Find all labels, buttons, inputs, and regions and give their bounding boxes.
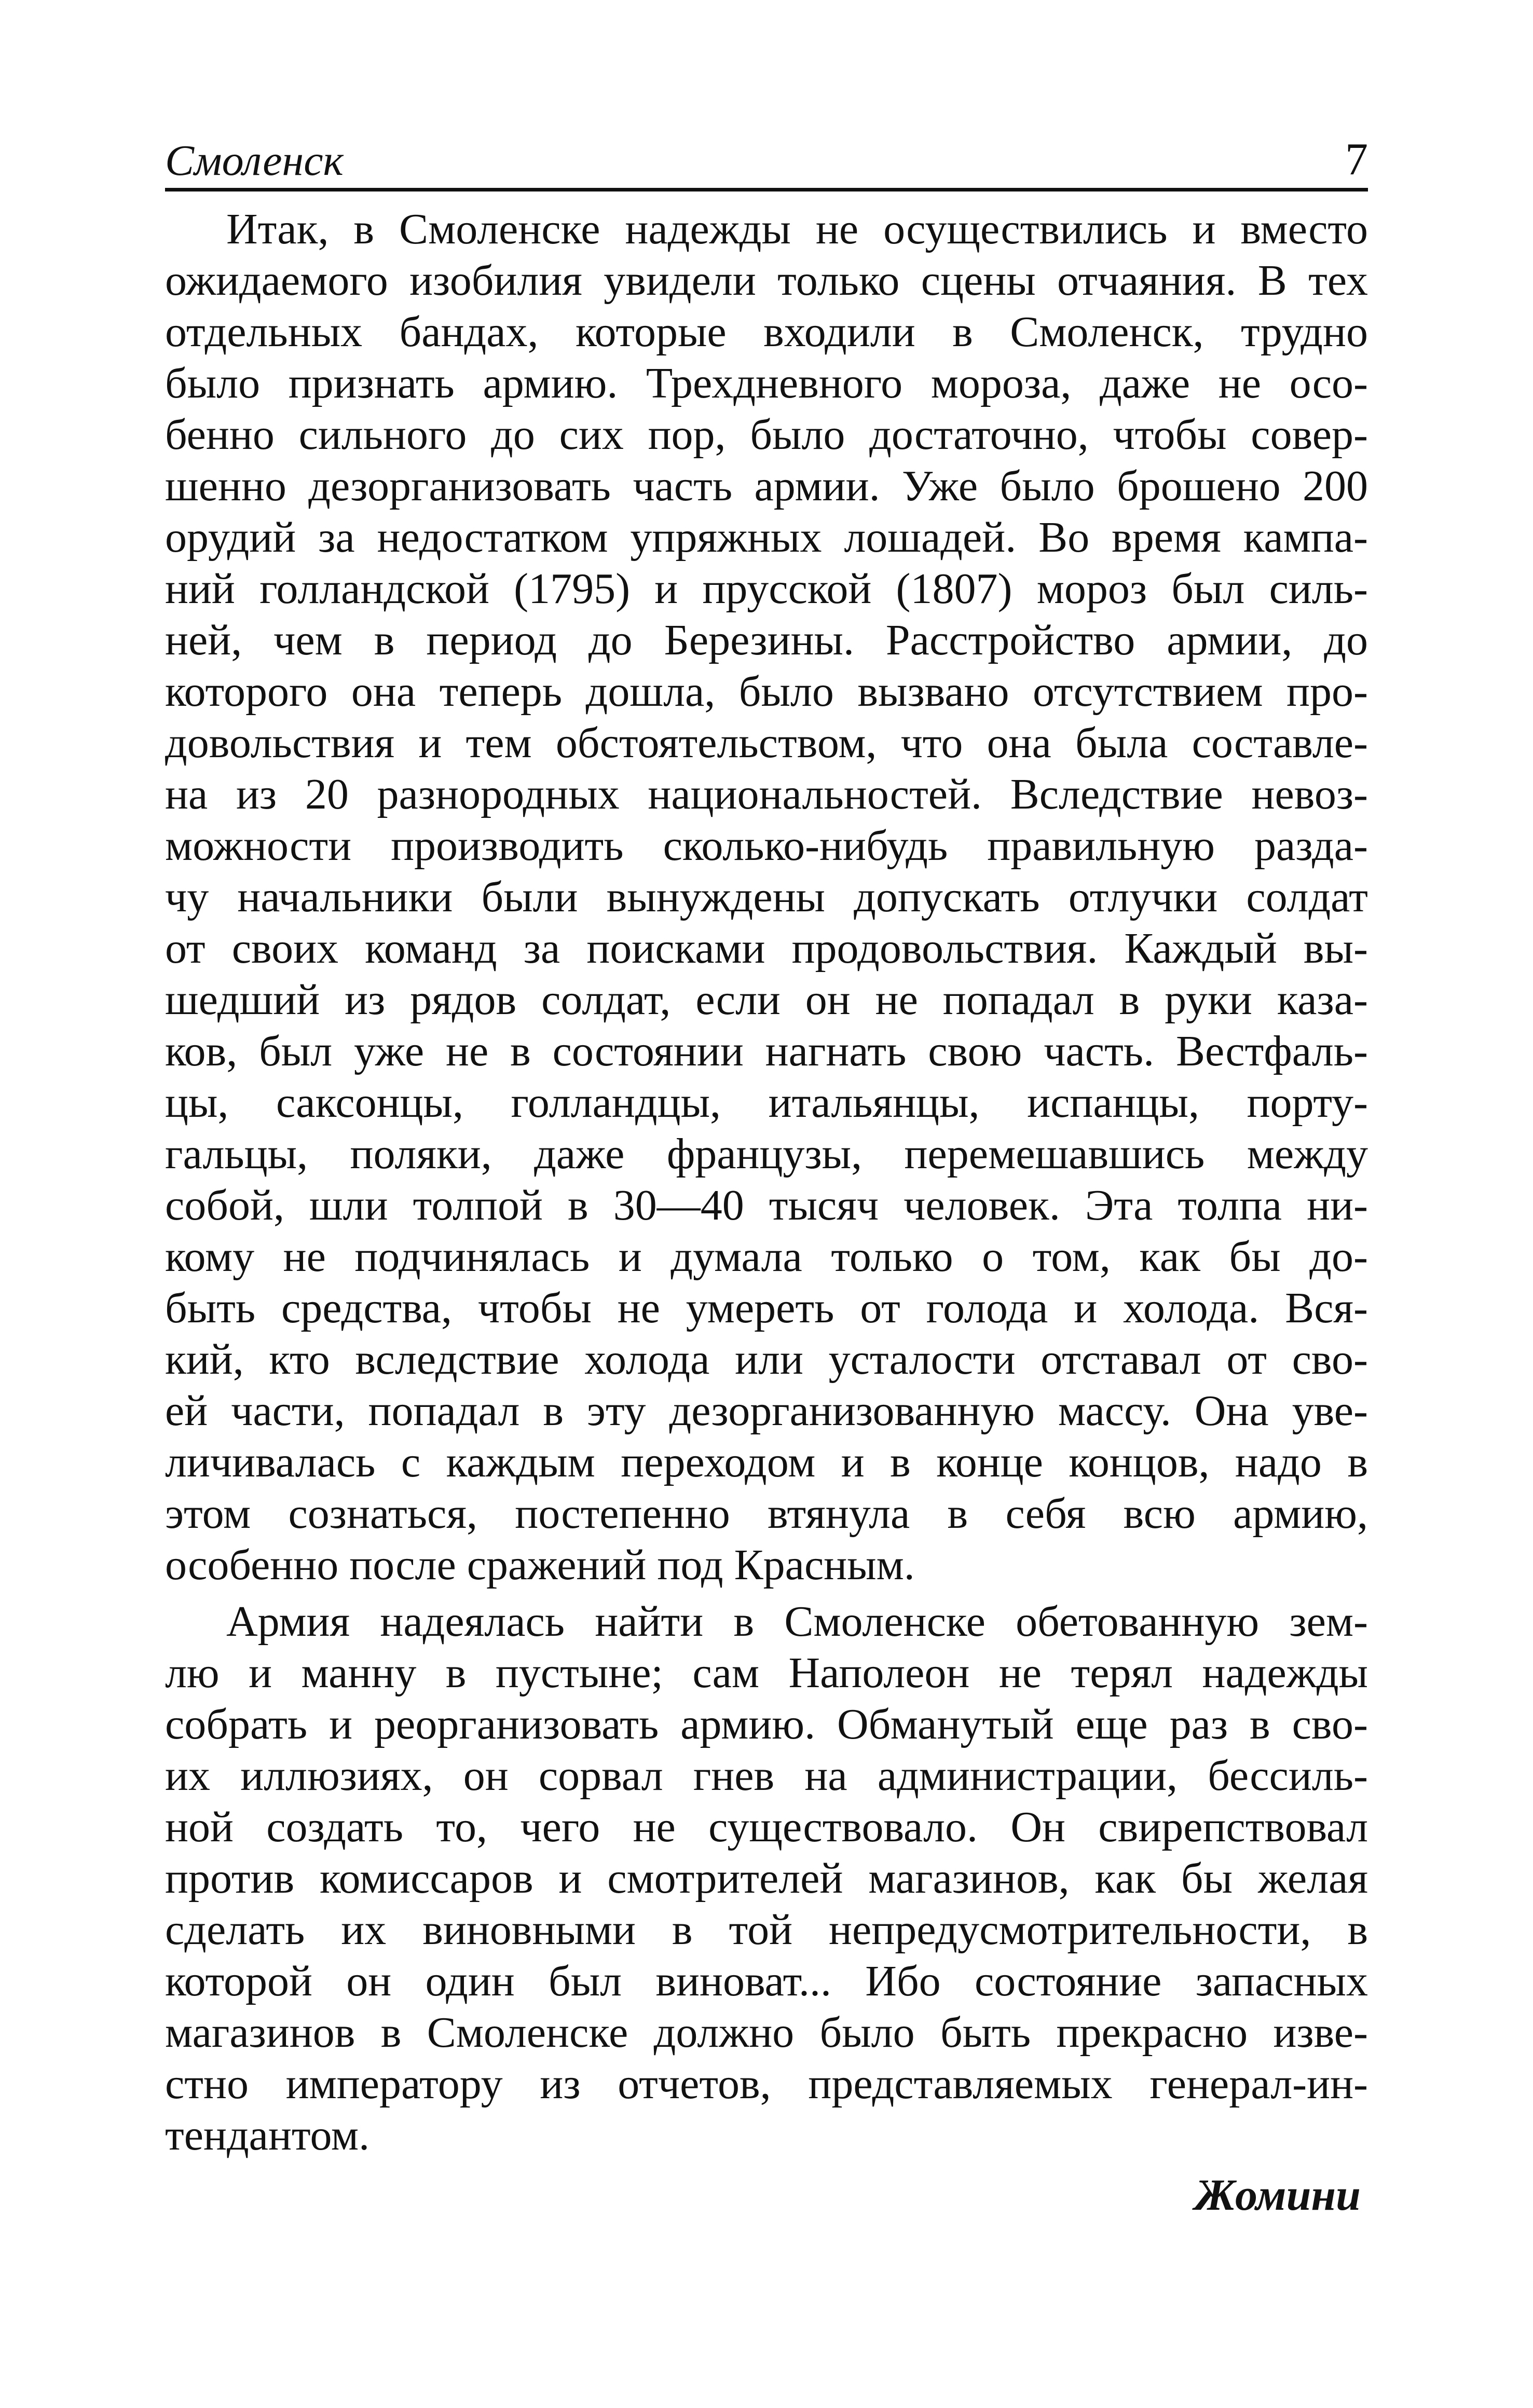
text-line: на из 20 разнородных национальностей. Вследствие невоз- (165, 770, 1368, 818)
text-line: кий, кто вследствие холода или усталости отставал от сво- (165, 1335, 1368, 1384)
running-title: Смоленск (165, 136, 344, 185)
text-line: этом сознаться, постепенно втянула в себя всю армию, (165, 1489, 1368, 1538)
paragraph-2 (165, 1596, 1368, 2161)
text-line: которого она теперь дошла, было вызвано отсутствием про- (165, 667, 1368, 716)
text-line: стно императору из отчетов, представляемых генерал-ин- (165, 2060, 1368, 2108)
text-line: сделать их виновными в той непредусмотрительности, в (165, 1906, 1368, 1954)
text-line: кому не подчинялась и думала только о том, как бы до- (165, 1233, 1368, 1281)
page-number: 7 (1345, 134, 1368, 185)
body-text (165, 203, 1368, 2221)
text-line: магазинов в Смоленске должно было быть прекрасно изве- (165, 2008, 1368, 2057)
text-line: Армия надеялась найти в Смоленске обетованную зем- (226, 1597, 1368, 1646)
text-line: гальцы, поляки, даже французы, перемешавшись между (165, 1130, 1368, 1178)
paragraph-1 (165, 203, 1368, 1591)
text-line: чу начальники были вынуждены допускать отлучки солдат (165, 873, 1368, 921)
text-line: было признать армию. Трехдневного мороза, даже не осо- (165, 359, 1368, 407)
text-line: которой он один был виноват... Ибо состояние запасных (165, 1957, 1368, 2005)
text-line: личивалась с каждым переходом и в конце концов, надо в (165, 1438, 1368, 1486)
text-line: лю и манну в пустыне; сам Наполеон не терял надежды (165, 1649, 1368, 1697)
text-line: от своих команд за поисками продовольствия. Каждый вы- (165, 924, 1368, 973)
text-line: шедший из рядов солдат, если он не попадал в руки каза- (165, 976, 1368, 1024)
header-rule (165, 188, 1368, 191)
text-line: Итак, в Смоленске надежды не осуществились и вместо (226, 205, 1368, 253)
text-line: орудий за недостатком упряжных лошадей. Во время кампа- (165, 513, 1368, 562)
text-line: ней, чем в период до Березины. Расстройство армии, до (165, 616, 1368, 664)
text-line: ожидаемого изобилия увидели только сцены отчаяния. В тех (165, 256, 1368, 305)
text-line: их иллюзиях, он сорвал гнев на администрации, бессиль- (165, 1752, 1368, 1800)
text-line: шенно дезорганизовать часть армии. Уже было брошено 200 (165, 462, 1368, 510)
text-line: довольствия и тем обстоятельством, что она была составле- (165, 719, 1368, 767)
text-line: ной создать то, чего не существовало. Он свирепствовал (165, 1803, 1368, 1851)
text-line: ей части, попадал в эту дезорганизованную массу. Она уве- (165, 1387, 1368, 1435)
author-signature: Жомини (1195, 2170, 1361, 2220)
text-line: цы, саксонцы, голландцы, итальянцы, испанцы, порту- (165, 1078, 1368, 1127)
text-line: собой, шли толпой в 30—40 тысяч человек. Эта толпа ни- (165, 1181, 1368, 1229)
text-line: особенно после сражений под Красным. (165, 1541, 915, 1589)
text-line: против комиссаров и смотрителей магазинов, как бы желая (165, 1854, 1368, 1903)
text-line: ков, был уже не в состоянии нагнать свою часть. Вестфаль- (165, 1027, 1368, 1075)
text-line: быть средства, чтобы не умереть от голода и холода. Вся- (165, 1284, 1368, 1332)
text-line: можности производить сколько-нибудь правильную разда- (165, 822, 1368, 870)
text-line: ний голландской (1795) и прусской (1807) мороз был силь- (165, 565, 1368, 613)
running-head (165, 122, 1368, 190)
text-line: тендантом. (165, 2111, 370, 2159)
text-line: бенно сильного до сих пор, было достаточно, чтобы совер- (165, 411, 1368, 459)
text-line: отдельных бандах, которые входили в Смоленск, трудно (165, 308, 1368, 356)
text-line: собрать и реорганизовать армию. Обманутый еще раз в сво- (165, 1700, 1368, 1748)
